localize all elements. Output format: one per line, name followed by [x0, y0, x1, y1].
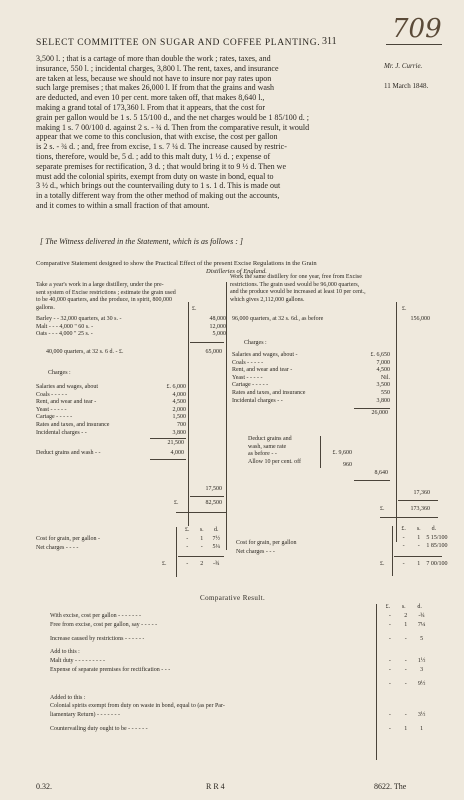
- money-cell: 1: [420, 725, 424, 732]
- page-header-title: SELECT COMMITTEE ON SUGAR AND COFFEE PLANTING.: [36, 38, 321, 48]
- comparative-values: [382, 657, 430, 666]
- left-grand-total: 82,500: [205, 500, 222, 506]
- body-line: such large premises ; that makes 26,000 l. If from that the grains and wash: [36, 83, 275, 93]
- right-cost-rows: [396, 535, 448, 550]
- money-row: [180, 527, 224, 535]
- row-label: Yeast - - - - -: [36, 406, 67, 413]
- money-cell: 7 00/100: [426, 561, 448, 567]
- intro-line: restrictions. The grain used would be 96,000 quarters,: [230, 281, 360, 288]
- body-line: 3 ½ d., which brings out the countervailing duty to 1 s. 1 d. This is made out: [36, 181, 281, 191]
- right-grand-total: 173,360: [410, 506, 430, 512]
- table-row: [36, 331, 226, 339]
- row-label: Malt - - - 4,000 " 60 s. -: [36, 323, 94, 330]
- left-cost-head: [180, 527, 224, 535]
- row-label: Cartage - - - - -: [232, 382, 269, 389]
- footer-signature: R R 4: [206, 782, 225, 791]
- right-amount-rule: [396, 302, 397, 542]
- money-cell: 5 15/100: [426, 535, 448, 541]
- money-cell: -¾: [418, 613, 425, 619]
- intro-line: to be 40,000 quarters, and the produce, in spirit, 800,000: [36, 297, 172, 304]
- left-cost-total-label: £.: [162, 561, 167, 567]
- row-amount: 48,000: [209, 316, 226, 322]
- deduct-line: wash, same rate: [248, 443, 287, 450]
- intro-line: gallons.: [36, 304, 55, 311]
- row-label: Rates and taxes, and insurance: [36, 421, 110, 428]
- table-row: [36, 422, 186, 430]
- body-line: must add the colonial spirits, exempt from duty on waste in bond, equal to: [36, 171, 274, 181]
- intro-line: which gives 2,112,000 gallons.: [230, 296, 305, 303]
- left-charges-rule: [150, 438, 186, 439]
- row-amount: 7,000: [376, 359, 390, 366]
- row-label: Salaries and wages, about -: [232, 352, 298, 358]
- left-charges-total: 21,500: [167, 440, 184, 446]
- row-label: Incidental charges - -: [232, 397, 283, 404]
- row-amount: 2,000: [172, 406, 186, 413]
- row-label: Rates and taxes, and insurance: [232, 389, 306, 396]
- money-cell: -: [388, 635, 391, 642]
- money-row: [180, 536, 224, 544]
- left-charges: [36, 384, 186, 437]
- money-cell: 1: [404, 621, 408, 628]
- comparative-row: [50, 657, 430, 666]
- comparative-label: Free from excise, cost per gallon, say - - - - -: [50, 621, 158, 628]
- money-cell: 2: [404, 613, 408, 619]
- row-amount: £. 6,000: [166, 384, 186, 390]
- left-grain-rows: [36, 316, 226, 339]
- comparative-values: [382, 725, 430, 734]
- comparative-row: [50, 648, 430, 657]
- comparative-row: [50, 612, 430, 621]
- comparative-row: [50, 621, 430, 630]
- money-cell: -: [388, 621, 391, 628]
- left-cost-rows: [180, 536, 224, 551]
- money-cell: 1: [417, 535, 421, 541]
- comparative-title: Comparative Result.: [200, 594, 266, 602]
- row-label: Barley - - 32,000 quarters, at 30 s. -: [36, 316, 122, 322]
- sidenote-date: 11 March 1848.: [384, 82, 429, 90]
- right-charges-heading: Charges :: [244, 340, 267, 346]
- table-row: [36, 324, 226, 332]
- body-text: [36, 54, 366, 211]
- money-row: [380, 604, 428, 612]
- right-deduct-total: 8,640: [374, 470, 388, 476]
- money-cell: 1: [200, 536, 204, 542]
- body-line: and it comes to within a small fraction of that amount.: [36, 200, 210, 210]
- money-cell: £.: [385, 604, 391, 610]
- money-cell: [414, 648, 430, 657]
- money-cell: 1½: [417, 658, 426, 665]
- money-cell: 3½: [417, 712, 426, 719]
- left-charges-heading: Charges :: [48, 370, 71, 376]
- money-cell: -: [404, 666, 407, 673]
- money-cell: -: [417, 542, 420, 549]
- right-deduct-amount-1: £. 9,600: [332, 450, 352, 456]
- comparative-label: Increase caused by restrictions - - - - - -: [50, 635, 145, 642]
- intro-line: Work the same distillery for one year, free from Excise: [230, 274, 362, 280]
- table-row: [232, 367, 390, 375]
- right-grand-rule: [380, 517, 438, 518]
- table-row: [232, 352, 390, 360]
- money-cell: d.: [214, 527, 219, 533]
- comparative-values: [382, 666, 430, 675]
- money-cell: -: [404, 680, 407, 687]
- body-line: tions, therefore, would be, 5 d. ; add to this malt duty, 1 ½ d. ; expense of: [36, 151, 271, 161]
- right-charges-total: 26,000: [371, 410, 388, 416]
- left-deduct-rule: [150, 459, 186, 460]
- right-net-label: Net charges - - -: [236, 549, 275, 555]
- right-cost-label: Cost for grain, per gallon: [236, 540, 297, 546]
- table-row: [36, 316, 226, 324]
- money-cell: -: [404, 658, 407, 665]
- table-divider: [226, 282, 227, 550]
- comparative-head: [380, 604, 428, 612]
- money-cell: -: [186, 543, 189, 550]
- money-cell: -: [404, 635, 407, 642]
- left-cost-rule: [176, 527, 177, 577]
- money-cell: 2: [200, 561, 204, 567]
- money-cell: d.: [431, 526, 437, 532]
- row-amount: 5,000: [212, 331, 226, 338]
- money-cell: -: [186, 536, 189, 542]
- body-line: making a grand total of 173,360 l. From that it appears, that the cost for: [36, 102, 266, 112]
- right-grand-label: £.: [380, 506, 385, 512]
- money-row: [396, 561, 448, 569]
- body-line: are taken at less, because we should not have to insure nor pay rates upon: [36, 73, 272, 83]
- footer-catchword: 8622. The: [374, 782, 407, 791]
- table-row: [232, 382, 390, 390]
- money-cell: 9½: [417, 680, 426, 687]
- money-row: [396, 542, 448, 551]
- comparative-row: [50, 711, 430, 720]
- left-net: 17,500: [205, 486, 222, 492]
- table-row: [232, 360, 390, 368]
- deduct-line: as before - -: [248, 451, 277, 458]
- intro-line: sent system of Excise restrictions ; estimate the grain used: [36, 289, 176, 296]
- row-label: Incidental charges - -: [36, 429, 87, 436]
- money-cell: 1 85/100: [426, 542, 448, 549]
- money-cell: -: [388, 725, 391, 732]
- table-row: [232, 390, 390, 398]
- money-cell: 7¼: [417, 621, 426, 628]
- money-cell: 5¼: [212, 543, 221, 550]
- money-cell: [382, 694, 398, 703]
- row-amount: 12,000: [209, 323, 226, 330]
- left-cost-label: Cost for grain, per gallon -: [36, 536, 100, 542]
- left-deduct-label: Deduct grains and wash - -: [36, 450, 101, 456]
- table-row: [36, 392, 186, 400]
- left-pound-sign: £.: [192, 306, 197, 312]
- row-amount: 3,800: [376, 397, 390, 404]
- right-cost-total-rule: [394, 556, 442, 557]
- comparative-label: Added to this :: [50, 694, 86, 701]
- comparative-label: Add to this :: [50, 649, 80, 656]
- statement-caption: Comparative Statement designed to show the Practical Effect of the present Excise Regulations in the Grain: [36, 260, 317, 267]
- body-line: is 2 s. - ¾ d. ; and, free from excise, 1 s. 7 ¼ d. The increase caused by restric-: [36, 142, 287, 152]
- comparative-row: [50, 635, 430, 644]
- right-grain-amount: 156,000: [410, 316, 430, 322]
- table-row: [232, 398, 390, 406]
- comparative-row: [50, 702, 430, 711]
- row-label: Coals - - - - -: [36, 391, 68, 398]
- money-cell: 5: [420, 635, 424, 642]
- row-amount: Nil.: [380, 374, 390, 381]
- money-cell: [382, 702, 398, 711]
- row-label: Rent, and wear and tear -: [232, 367, 293, 374]
- right-charges: [232, 352, 390, 405]
- right-cost-total-label: £.: [380, 561, 385, 567]
- body-line: 3,500 l. ; that is a cartage of more than double the work ; rates, taxes, and: [36, 54, 271, 63]
- table-row: [36, 399, 186, 407]
- money-row: [180, 561, 224, 569]
- money-row: [396, 526, 442, 534]
- money-cell: [382, 648, 398, 657]
- comparative-values: [382, 711, 430, 720]
- handwritten-folio-number: 709: [392, 14, 442, 44]
- handwriting-underline: [386, 44, 442, 45]
- table-row: [36, 384, 186, 392]
- witness-note: [ The Witness delivered in the Statement, which is as follows : ]: [40, 237, 244, 246]
- row-label: Yeast - - - - -: [232, 374, 263, 381]
- comparative-label: Expense of separate premises for rectification - - -: [50, 666, 171, 673]
- footer-left: 0.32.: [36, 782, 52, 791]
- comparative-values: [382, 694, 430, 703]
- left-grand-label: £.: [174, 500, 179, 506]
- table-row: [36, 407, 186, 415]
- right-charges-rule: [354, 408, 390, 409]
- right-intro: [230, 274, 366, 304]
- row-label: Rent, and wear and tear -: [36, 399, 97, 406]
- intro-line: Take a year's work in a large distillery, under the pre-: [36, 282, 164, 288]
- money-cell: -: [402, 561, 405, 567]
- row-label: Salaries and wages, about: [36, 384, 98, 390]
- money-cell: -: [186, 561, 189, 567]
- right-pound-sign: £.: [402, 306, 407, 312]
- money-cell: 1: [404, 725, 408, 732]
- comparative-rows: [50, 612, 430, 734]
- right-cost-total: [396, 561, 448, 569]
- body-line: appear that we come to this conclusion, that with excise, the cost per gallon: [36, 132, 278, 142]
- comparative-values: [382, 680, 430, 689]
- money-cell: s.: [199, 527, 204, 533]
- money-cell: [398, 702, 414, 711]
- money-cell: [398, 648, 414, 657]
- money-cell: [398, 694, 414, 703]
- left-grain-rule: [190, 342, 224, 343]
- body-line: separate premises for rectification, 3 d. ; that would bring it to 9 ½ d. Then we: [36, 161, 287, 171]
- money-cell: -: [402, 542, 405, 549]
- money-cell: -: [388, 666, 391, 673]
- left-deduct-amount: 4,000: [170, 450, 184, 456]
- comparative-label: With excise, cost per gallon - - - - - - -: [50, 613, 142, 619]
- money-cell: -: [200, 543, 203, 550]
- money-cell: [414, 702, 430, 711]
- body-line: grain per gallon would be 1 s. 5 15/100 d., and the net charges would be 1 85/100 d. ;: [36, 112, 309, 122]
- right-net: 17,360: [413, 490, 430, 496]
- left-net-label: Net charges - - - -: [36, 545, 79, 551]
- body-line: insurance, 550 l. ; incidental charges, 3,800 l. The rent, taxes, and insurance: [36, 63, 279, 73]
- money-cell: £.: [185, 527, 190, 533]
- table-row: [232, 375, 390, 383]
- money-cell: -: [404, 712, 407, 719]
- money-cell: [414, 694, 430, 703]
- comparative-label: Colonial spirits exempt from duty on waste in bond, equal to (as per Par-: [50, 703, 225, 710]
- comparative-row: [50, 694, 430, 703]
- right-grain-label: 96,000 quarters, at 32 s. 6d., as before: [232, 316, 324, 322]
- row-label: Cartage - - - - -: [36, 414, 73, 421]
- deduct-line: Deduct grains and: [248, 436, 292, 442]
- table-row: [36, 430, 186, 438]
- money-cell: -: [388, 613, 391, 619]
- money-cell: s.: [416, 526, 421, 532]
- body-line: making 1 s. 7 00/100 d. against 2 s. - ¾ d. Then from the comparative result, it would: [36, 122, 310, 132]
- deduct-line: Allow 10 per cent. off: [248, 458, 302, 465]
- page-number: 311: [322, 36, 337, 47]
- comparative-row: [50, 725, 430, 734]
- left-grain-total: 65,000: [205, 349, 222, 355]
- row-amount: 3,500: [376, 382, 390, 389]
- left-cost-total: [180, 561, 224, 569]
- intro-line: and the produce would be increased at least 10 per cent.,: [230, 289, 366, 296]
- money-row: [396, 535, 448, 543]
- left-grain-total-label: 40,000 quarters, at 32 s. 6 d. - £.: [46, 349, 124, 355]
- comparative-label: liamentary Return) - - - - - - -: [50, 712, 120, 719]
- comparative-values: [382, 702, 430, 711]
- money-cell: 3: [420, 666, 424, 673]
- row-amount: 550: [381, 389, 390, 396]
- comparative-row: [50, 666, 430, 675]
- right-deduct-total-rule: [354, 480, 390, 481]
- money-cell: s.: [401, 604, 406, 610]
- body-line: are deducted, and even 10 per cent. more taken off, that makes 8,640 l.,: [36, 93, 265, 103]
- comparative-values: [382, 612, 430, 621]
- money-cell: 7½: [212, 536, 221, 542]
- money-cell: £.: [401, 526, 406, 532]
- right-cost-head: [396, 526, 442, 534]
- left-net-rule: [190, 496, 224, 497]
- row-amount: 700: [177, 421, 186, 428]
- comparative-values: [382, 621, 430, 630]
- money-cell: d.: [417, 604, 422, 610]
- money-cell: -: [388, 658, 391, 665]
- row-amount: 3,800: [172, 429, 186, 436]
- comparative-values: [382, 648, 430, 657]
- row-amount: 4,500: [376, 367, 390, 374]
- body-line: in a totally different way from the other method of making out the accounts,: [36, 191, 280, 201]
- money-cell: 1: [417, 561, 421, 567]
- row-amount: £. 6,650: [370, 352, 390, 358]
- right-cost-rule: [392, 526, 393, 576]
- statement-caption-line2: Distilleries of England.: [206, 268, 267, 275]
- comparative-label: Malt duty - - - - - - - - -: [50, 658, 105, 665]
- right-deduct-amount-2: 960: [343, 462, 352, 468]
- money-cell: -: [388, 712, 391, 719]
- row-amount: 1,500: [172, 414, 186, 421]
- table-row: [36, 414, 186, 422]
- row-label: Oats - - - 4,000 " 25 s. -: [36, 331, 93, 338]
- money-cell: -¾: [213, 561, 220, 567]
- left-intro: [36, 282, 176, 312]
- money-cell: -: [388, 680, 391, 687]
- sidenote-witness: Mr. J. Currie.: [384, 62, 423, 70]
- right-deduct-lines: [248, 436, 301, 466]
- left-grand-rule: [176, 512, 226, 513]
- row-amount: 4,500: [172, 399, 186, 406]
- row-label: Coals - - - - -: [232, 359, 264, 366]
- left-cost-total-rule: [178, 556, 224, 557]
- money-cell: -: [402, 535, 405, 541]
- comparative-row: [50, 680, 430, 689]
- comparative-label: Countervailing duty ought to be - - - - - -: [50, 725, 148, 732]
- comparative-values: [382, 635, 430, 644]
- right-net-rule: [398, 500, 438, 501]
- money-row: [180, 544, 224, 552]
- row-amount: 4,000: [172, 391, 186, 398]
